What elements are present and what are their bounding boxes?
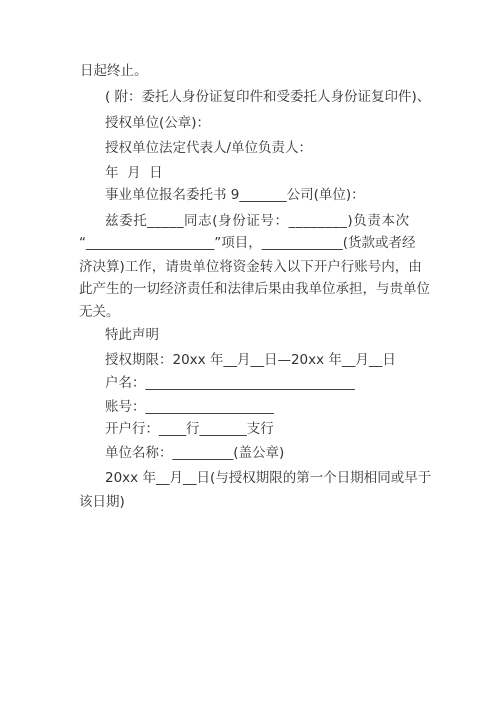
text-line-declaration: 特此声明	[105, 327, 159, 343]
text-line-sign-date: 20xx 年__月__日(与授权期限的第一个日期相同或早于	[105, 470, 432, 486]
text-line-entrust-person: 兹委托_____同志(身份证号：________)负责本次	[105, 213, 410, 229]
text-line-account-name: 户名：_______________________________	[105, 375, 355, 391]
text-line-legal-representative: 授权单位法定代表人/单位负责人：	[105, 140, 313, 156]
text-line-liability: 此产生的一切经济责任和法律后果由我单位承担，与贵单位	[79, 281, 430, 297]
text-line-bank: 开户行：____行_______支行	[105, 421, 274, 437]
text-line-unrelated: 无关。	[79, 304, 120, 320]
text-line-authorization-period: 授权期限：20xx 年__月__日—20xx 年__月__日	[105, 352, 396, 368]
text-line-letter-heading: 事业单位报名委托书 9_______公司(单位)：	[105, 187, 365, 203]
text-line-termination: 日起终止。	[80, 63, 148, 79]
text-line-authorizing-unit-seal: 授权单位(公章)：	[105, 115, 211, 131]
text-line-date: 年 月 日	[105, 165, 163, 181]
text-line-sign-date-cont: 该日期)	[79, 494, 125, 510]
text-line-project: “___________________”项目，____________(货款或者经	[79, 235, 416, 251]
text-line-transfer-request: 济决算)工作，请贵单位将资金转入以下开户行账号内，由	[79, 259, 422, 275]
text-line-account-number: 账号：___________________	[105, 399, 274, 415]
text-line-attachment: ( 附：委托人身份证复印件和受委托人身份证复印件)、	[105, 89, 431, 105]
text-line-unit-name: 单位名称：_________(盖公章)	[105, 445, 285, 461]
